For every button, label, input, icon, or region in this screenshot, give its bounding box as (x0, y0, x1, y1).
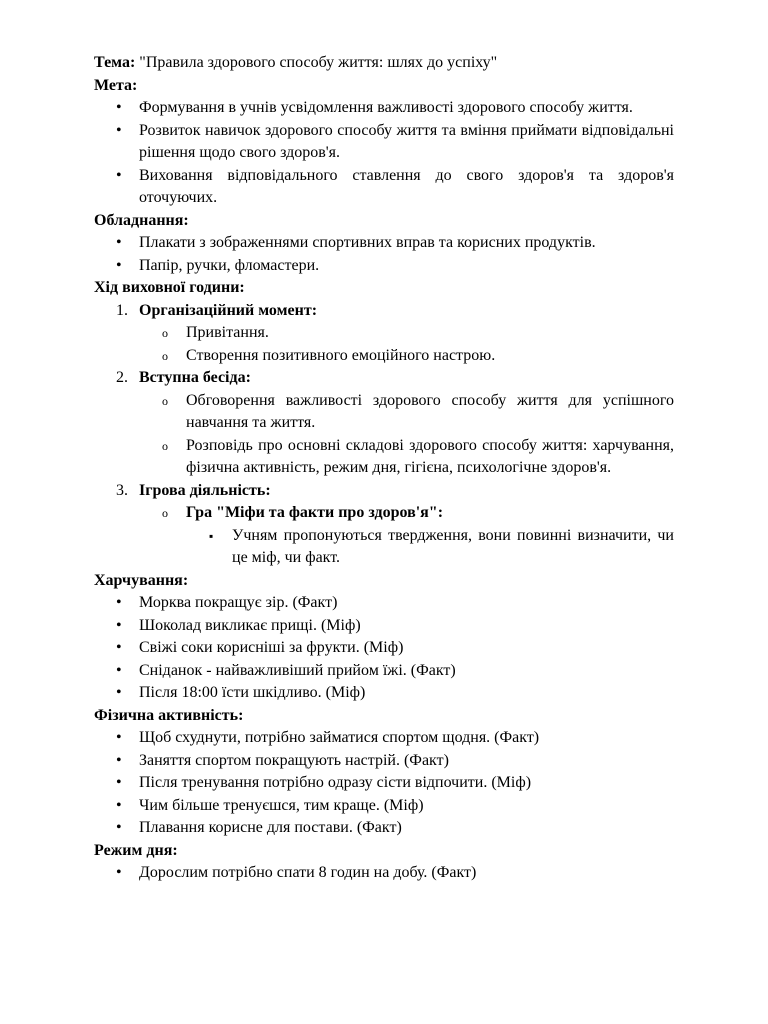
list-item-text: Заняття спортом покращують настрій. (Факт) (139, 751, 449, 769)
sub-item (94, 322, 674, 345)
step-title: Ігрова діяльність: (139, 481, 271, 499)
list-item-text: Чим більше тренуєшся, тим краще. (Міф) (139, 796, 424, 814)
game-title: Гра "Міфи та факти про здоров'я": (186, 504, 444, 521)
nutrition-heading: Харчування: (94, 571, 189, 589)
topic-label: Тема: (94, 54, 136, 71)
list-item (94, 120, 674, 165)
course-heading: Хід виховної години: (94, 279, 245, 296)
square-marker: ▪ (209, 528, 214, 543)
list-item-text: Шоколад викликає прищі. (Міф) (139, 616, 361, 634)
circle-marker: o (162, 506, 168, 520)
bullet-marker: • (116, 819, 122, 836)
sub-item (94, 390, 674, 435)
sub-item (94, 435, 674, 480)
topic-line (94, 52, 674, 75)
list-item-text: Сніданок - найважливіший прийом їжі. (Факт) (139, 661, 456, 679)
list-item (94, 615, 674, 638)
sub-item (94, 345, 674, 368)
list-item (94, 862, 674, 885)
list-item-text: Виховання відповідального ставлення до свого здоров'я та здоров'я оточуючих. (139, 166, 674, 206)
circle-marker: o (162, 348, 168, 363)
list-item (94, 795, 674, 818)
activity-list (94, 727, 674, 840)
bullet-marker: • (116, 234, 122, 251)
daily-routine-list (94, 862, 674, 885)
list-item-text: Папір, ручки, фломастери. (139, 256, 320, 274)
bullet-marker: • (116, 166, 122, 184)
list-item (94, 750, 674, 773)
goal-list (94, 97, 674, 210)
bullet-marker: • (116, 729, 122, 746)
bullet-marker: • (116, 864, 122, 881)
step-item (94, 300, 674, 323)
equipment-list (94, 232, 674, 277)
list-item (94, 592, 674, 615)
list-item (94, 817, 674, 840)
list-item-text: Плавання корисне для постави. (Факт) (139, 819, 402, 836)
sub-sub-item-text: Учням пропонуються твердження, вони повинні визначити, чи це міф, чи факт. (232, 526, 674, 566)
step-number: 3. (116, 481, 128, 499)
bullet-marker: • (116, 256, 122, 274)
bullet-marker: • (116, 639, 122, 656)
topic-text: "Правила здорового способу життя: шлях до успіху" (135, 54, 498, 71)
step-item (94, 367, 674, 390)
sub-item-text: Розповідь про основні складові здорового способу життя: харчування, фізична активність, режим дня, гігієна, психологічне здоров'я. (186, 436, 674, 476)
circle-marker: o (162, 393, 168, 408)
list-item (94, 682, 674, 705)
list-item (94, 772, 674, 795)
step-number: 1. (116, 301, 128, 319)
list-item-text: Формування в учнів усвідомлення важливості здорового способу життя. (139, 99, 633, 116)
bullet-marker: • (116, 684, 122, 701)
list-item-text: Після тренування потрібно одразу сісти відпочити. (Міф) (139, 774, 532, 791)
nutrition-list (94, 592, 674, 705)
list-item-text: Плакати з зображеннями спортивних вправ та корисних продуктів. (139, 234, 596, 251)
list-item-text: Свіжі соки корисніші за фрукти. (Міф) (139, 639, 404, 656)
step-title: Організаційний момент: (139, 301, 318, 319)
daily-routine-heading: Режим дня: (94, 841, 178, 859)
bullet-marker: • (116, 751, 122, 769)
bullet-marker: • (116, 121, 122, 139)
course-steps (94, 300, 674, 570)
list-item (94, 165, 674, 210)
sub-sub-item (94, 525, 674, 570)
list-item (94, 255, 674, 278)
bullet-marker: • (116, 99, 122, 116)
list-item (94, 97, 674, 120)
list-item-text: Розвиток навичок здорового способу життя та вміння приймати відповідальні рішення щодо свого здоров'я. (139, 121, 674, 161)
circle-marker: o (162, 326, 168, 340)
bullet-marker: • (116, 616, 122, 634)
list-item-text: Морква покращує зір. (Факт) (139, 594, 338, 611)
bullet-marker: • (116, 661, 122, 679)
list-item-text: Дорослим потрібно спати 8 годин на добу. (Факт) (139, 864, 477, 881)
list-item (94, 660, 674, 683)
activity-heading: Фізична активність: (94, 706, 244, 724)
circle-marker: o (162, 438, 168, 453)
goal-heading: Мета: (94, 76, 138, 94)
document-body (94, 52, 674, 885)
sub-item-text: Обговорення важливості здорового способу життя для успішного навчання та життя. (186, 391, 674, 431)
sub-item (94, 502, 674, 525)
equipment-heading: Обладнання: (94, 211, 189, 229)
bullet-marker: • (116, 774, 122, 791)
step-item (94, 480, 674, 503)
list-item (94, 637, 674, 660)
sub-item-text: Створення позитивного емоційного настрою. (186, 346, 496, 364)
list-item (94, 232, 674, 255)
bullet-marker: • (116, 594, 122, 611)
step-title: Вступна бесіда: (139, 369, 251, 386)
sub-item-text: Привітання. (186, 324, 269, 341)
list-item (94, 727, 674, 750)
step-number: 2. (116, 369, 128, 386)
list-item-text: Щоб схуднути, потрібно займатися спортом щодня. (Факт) (139, 729, 540, 746)
bullet-marker: • (116, 796, 122, 814)
list-item-text: Після 18:00 їсти шкідливо. (Міф) (139, 684, 366, 701)
